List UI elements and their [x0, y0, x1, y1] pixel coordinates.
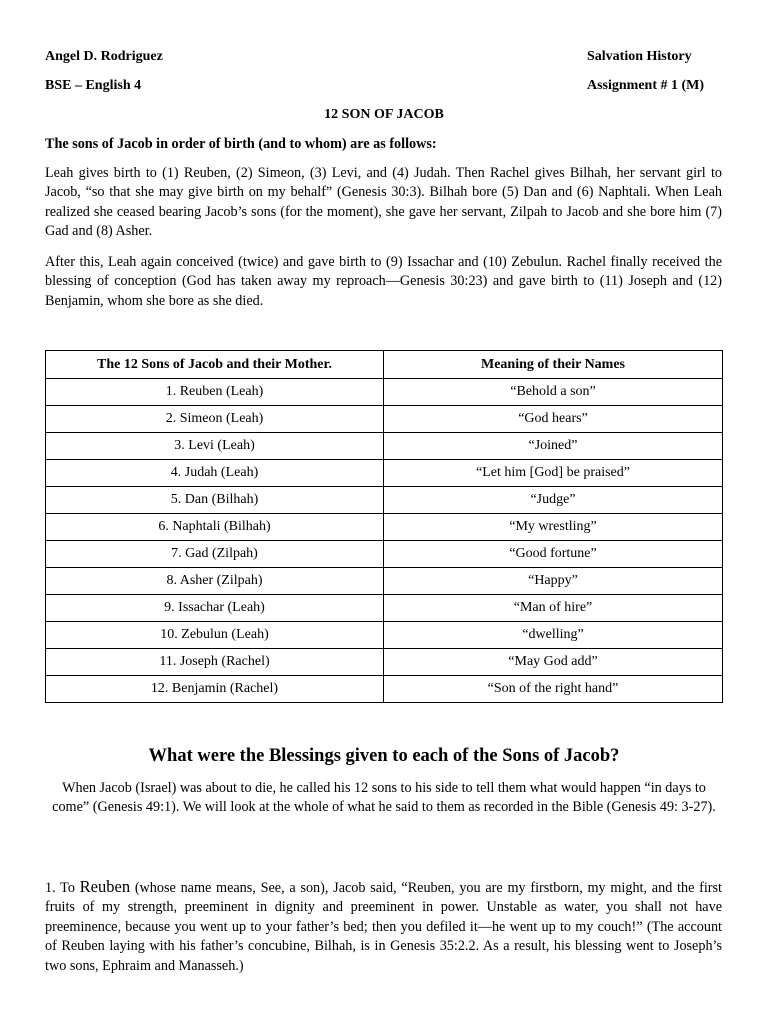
table-row	[46, 568, 723, 595]
paragraph-birth-order-2: After this, Leah again conceived (twice) and gave birth to (9) Issachar and (10) Zebulun. Rachel finally received the blessing of conception (God has taken away my reproach—Genesis 30:23) and gave birth to (11) Joseph and (12) Benjamin, whom she bore as she died.	[45, 254, 722, 309]
column-header-meaning: Meaning of their Names	[384, 351, 723, 379]
table-row	[46, 379, 723, 406]
son-cell: 12. Benjamin (Rachel)	[46, 676, 384, 703]
column-header-sons: The 12 Sons of Jacob and their Mother.	[46, 351, 384, 379]
meaning-cell: “May God add”	[384, 649, 723, 676]
meaning-cell: “My wrestling”	[384, 514, 723, 541]
son-cell: 2. Simeon (Leah)	[46, 406, 384, 433]
table-row	[46, 541, 723, 568]
subject-label: Salvation History	[587, 49, 692, 64]
assignment-label: Assignment # 1 (M)	[587, 78, 705, 93]
course-label: BSE – English 4	[45, 78, 142, 93]
meaning-cell: “Let him [God] be praised”	[384, 460, 723, 487]
meaning-cell: “Judge”	[384, 487, 723, 514]
table-row	[46, 514, 723, 541]
table-row	[46, 460, 723, 487]
reuben-text: (whose name means, See, a son), Jacob said, “Reuben, you are my firstborn, my might, and the first fruits of my strength, preeminent in dignity and preeminent in power. Unstable as water, you shall not have preeminence, because you went up to your father’s bed; then you defiled it—he went up to my couch!” (The account of Reuben laying with his father’s concubine, Bilhah, is in Genesis 35:2.2. As a result, his blessing went to Joseph’s two sons, Ephraim and Manasseh.)	[45, 880, 722, 974]
meaning-cell: “Good fortune”	[384, 541, 723, 568]
son-cell: 11. Joseph (Rachel)	[46, 649, 384, 676]
son-cell: 9. Issachar (Leah)	[46, 595, 384, 622]
table-row	[46, 676, 723, 703]
meaning-cell: “God hears”	[384, 406, 723, 433]
meaning-cell: “Son of the right hand”	[384, 676, 723, 703]
table-header-row	[46, 351, 723, 379]
meaning-cell: “Joined”	[384, 433, 723, 460]
son-cell: 4. Judah (Leah)	[46, 460, 384, 487]
meaning-cell: “Behold a son”	[384, 379, 723, 406]
reuben-name: Reuben	[79, 877, 131, 896]
table-row	[46, 487, 723, 514]
table-row	[46, 433, 723, 460]
author-name: Angel D. Rodriguez	[45, 49, 163, 64]
reuben-prefix: 1. To	[45, 880, 80, 896]
son-cell: 5. Dan (Bilhah)	[46, 487, 384, 514]
sons-table	[45, 350, 723, 703]
blessings-heading: What were the Blessings given to each of the Sons of Jacob?	[148, 746, 620, 766]
paragraph-birth-order-1: Leah gives birth to (1) Reuben, (2) Simeon, (3) Levi, and (4) Judah. Then Rachel gives Bilhah, her servant girl to Jacob, “so that she may give birth on my behalf” (Genesis 30:3). Bilhah bore (5) Dan and (6) Naphtali. When Leah realized she ceased bearing Jacob’s sons (for the moment), she gave her servant, Zilpah to Jacob and she bore him (7) Gad and (8) Asher.	[45, 165, 722, 240]
son-cell: 8. Asher (Zilpah)	[46, 568, 384, 595]
son-cell: 7. Gad (Zilpah)	[46, 541, 384, 568]
son-cell: 1. Reuben (Leah)	[46, 379, 384, 406]
table-row	[46, 649, 723, 676]
table-row	[46, 622, 723, 649]
meaning-cell: “Happy”	[384, 568, 723, 595]
son-cell: 10. Zebulun (Leah)	[46, 622, 384, 649]
son-cell: 3. Levi (Leah)	[46, 433, 384, 460]
meaning-cell: “dwelling”	[384, 622, 723, 649]
blessings-intro: When Jacob (Israel) was about to die, he called his 12 sons to his side to tell them what would happen “in days to come” (Genesis 49:1). We will look at the whole of what he said to them as recorded in the Bible (Genesis 49: 3-27).	[52, 780, 716, 816]
document-title: 12 SON OF JACOB	[324, 107, 444, 122]
table-row	[46, 595, 723, 622]
meaning-cell: “Man of hire”	[384, 595, 723, 622]
table-row	[46, 406, 723, 433]
reuben-blessing-paragraph	[45, 877, 722, 976]
son-cell: 6. Naphtali (Bilhah)	[46, 514, 384, 541]
intro-heading: The sons of Jacob in order of birth (and to whom) are as follows:	[45, 136, 437, 152]
